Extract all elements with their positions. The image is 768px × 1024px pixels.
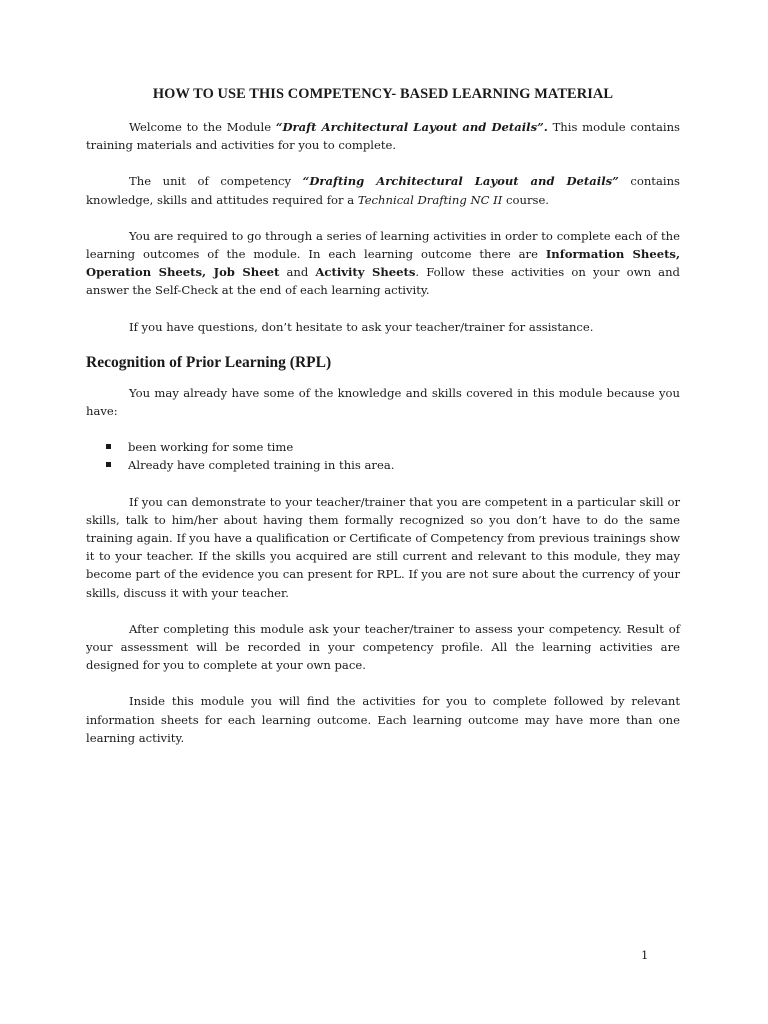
unit-paragraph [86, 172, 680, 208]
rpl-bullet-list [86, 438, 680, 474]
rpl-intro-paragraph: You may already have some of the knowledge and skills covered in this module because you have: [86, 385, 680, 419]
assessment-paragraph: After completing this module ask your teacher/trainer to assess your competency. Result of your assessment will be recorded in your competency profile. All the learning activities are designed for you to complete at your own pace. [86, 621, 680, 673]
welcome-text-end: This module contains training materials and activities for you to complete. [86, 120, 680, 153]
list-item-text: been working for some time [128, 440, 294, 455]
activities-text-start: You are required to go through a series of learning activities in order to complete each of the learning outcomes of the module. In each learning outcome there are [86, 228, 680, 262]
document-page [86, 86, 680, 765]
course-name: Technical Drafting NC II [357, 192, 503, 207]
rpl-heading: Recognition of Prior Learning (RPL) [86, 353, 332, 371]
welcome-text-start: Welcome to the Module [129, 120, 276, 134]
module-contents-paragraph: Inside this module you will find the activities for you to complete followed by relevant information sheets for each learning outcome. Each learning outcome may have more than one learning activity. [86, 694, 680, 745]
list-item-text: Already have completed training in this area. [128, 458, 395, 473]
activity-sheets: Activity Sheets [315, 265, 416, 280]
activities-paragraph [86, 227, 680, 300]
square-bullet-icon [106, 444, 111, 449]
activities-text-and: and [279, 265, 316, 280]
sheet-types: Information Sheets, Operation Sheets, Job Sheet [86, 247, 680, 280]
questions-paragraph: If you have questions, don’t hesitate to ask your teacher/trainer for assistance. [129, 319, 594, 334]
unit-text-middle: contains knowledge, skills and attitudes required for a [86, 174, 680, 207]
square-bullet-icon [106, 462, 111, 467]
unit-text-start: The unit of competency [129, 174, 303, 189]
rpl-demonstrate-paragraph: If you can demonstrate to your teacher/trainer that you are competent in a particular skill or skills, talk to him/her about having them formally recognized so you don’t have to do the same training again. If you have a qualification or Certificate of Competency from previous trainings show it to your teacher. If the skills you acquired are still current and relevant to this module, they may become part of the evidence you can present for RPL. If you are not sure about the currency of your skills, discuss it with your teacher. [86, 494, 680, 600]
document-title: HOW TO USE THIS COMPETENCY- BASED LEARNING MATERIAL [152, 86, 614, 102]
activities-text-end: . Follow these activities on your own and answer the Self-Check at the end of each learning activity. [86, 265, 680, 298]
unit-text-end: course. [502, 192, 549, 207]
module-name: “Draft Architectural Layout and Details”. [275, 120, 548, 134]
list-item [86, 438, 680, 456]
list-item [86, 456, 680, 474]
page-number: 1 [641, 948, 649, 962]
welcome-paragraph [86, 118, 680, 154]
unit-name: “Drafting Architectural Layout and Details” [302, 174, 619, 189]
